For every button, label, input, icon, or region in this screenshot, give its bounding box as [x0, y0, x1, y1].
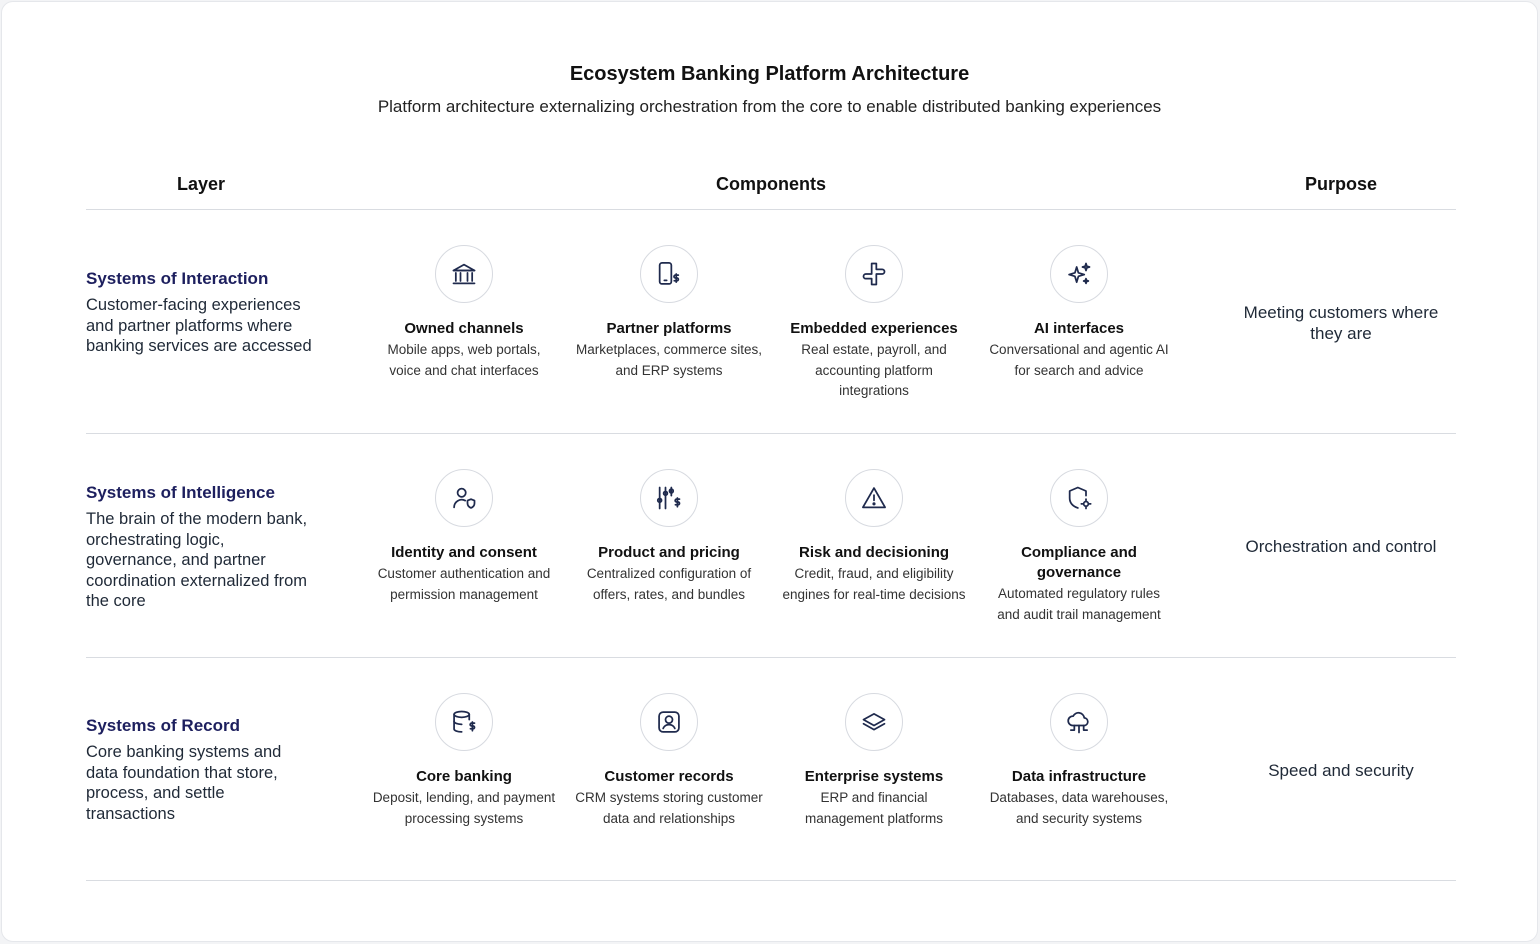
column-header-components: Components: [716, 174, 826, 194]
icon-badge: [1050, 693, 1108, 751]
component-name: Core banking: [416, 768, 512, 785]
layer-purpose: Orchestration and control: [1245, 537, 1437, 556]
component-name: Compliance and governance: [1021, 544, 1137, 581]
component-name: Partner platforms: [606, 320, 732, 337]
sliders-dollar-icon: [655, 484, 683, 512]
layer-description: Core banking systems and data foundation that store, process, and settle transactions: [86, 743, 282, 823]
shield-gear-icon: [1065, 484, 1093, 512]
database-dollar-icon: [450, 708, 478, 736]
warning-triangle-icon: [860, 484, 888, 512]
component-compliance-governance: [979, 469, 1179, 625]
component-risk-decisioning: [774, 469, 974, 605]
component-description: Conversational and agentic AI for search and advice: [989, 342, 1169, 378]
component-ai-interfaces: [979, 245, 1179, 381]
page-title: Ecosystem Banking Platform Architecture: [569, 63, 970, 85]
component-description: Mobile apps, web portals, voice and chat interfaces: [387, 342, 541, 378]
component-identity-consent: [364, 469, 564, 605]
row-systems-of-record: [2, 658, 1537, 881]
icon-badge: [1050, 245, 1108, 303]
component-name: Risk and decisioning: [798, 544, 950, 561]
component-description: CRM systems storing customer data and relationships: [575, 790, 763, 826]
layer-description: The brain of the modern bank, orchestrating logic, governance, and partner coordination externalized from the core: [86, 510, 308, 610]
icon-badge: [845, 469, 903, 527]
component-name: Product and pricing: [598, 544, 740, 561]
icon-badge: [640, 469, 698, 527]
icon-badge: [640, 245, 698, 303]
icon-badge: [640, 693, 698, 751]
component-name: Customer records: [604, 768, 734, 785]
component-data-infrastructure: [979, 693, 1179, 829]
layer-title: Systems of Interaction: [86, 269, 269, 288]
icon-badge: [1050, 469, 1108, 527]
component-description: Marketplaces, commerce sites, and ERP systems: [575, 342, 763, 378]
component-name: Data infrastructure: [1011, 768, 1147, 785]
component-description: Customer authentication and permission management: [377, 566, 551, 602]
row-systems-of-interaction: [2, 210, 1537, 433]
puzzle-icon: [860, 260, 888, 288]
icon-badge: [845, 693, 903, 751]
layers-icon: [860, 708, 888, 736]
page-subtitle: Platform architecture externalizing orchestration from the core to enable distributed banking experiences: [377, 97, 1162, 116]
icon-badge: [435, 245, 493, 303]
component-description: Real estate, payroll, and accounting platform integrations: [801, 342, 947, 398]
component-core-banking: [364, 693, 564, 829]
row-divider: [86, 880, 1456, 881]
component-description: Databases, data warehouses, and security systems: [989, 790, 1169, 826]
component-enterprise-systems: [774, 693, 974, 829]
layer-title: Systems of Record: [86, 716, 240, 735]
layer-description: Customer-facing experiences and partner platforms where banking services are accessed: [86, 296, 312, 355]
bank-icon: [450, 260, 478, 288]
layer-purpose: Speed and security: [1268, 761, 1414, 780]
layer-title: Systems of Intelligence: [86, 483, 275, 502]
user-shield-icon: [450, 484, 478, 512]
icon-badge: [435, 693, 493, 751]
component-description: Automated regulatory rules and audit trail management: [997, 586, 1161, 622]
icon-badge: [845, 245, 903, 303]
component-description: Centralized configuration of offers, rates, and bundles: [586, 566, 752, 602]
component-name: Identity and consent: [391, 544, 537, 561]
column-header-layer: Layer: [176, 174, 226, 194]
phone-dollar-icon: [655, 260, 683, 288]
icon-badge: [435, 469, 493, 527]
layer-purpose: Meeting customers where they are: [1243, 303, 1439, 343]
diagram-card: [1, 1, 1538, 942]
component-customer-records: [569, 693, 769, 829]
component-name: Enterprise systems: [804, 768, 944, 785]
component-description: ERP and financial management platforms: [804, 790, 944, 826]
component-name: Owned channels: [404, 320, 524, 337]
component-name: AI interfaces: [1033, 320, 1125, 337]
row-systems-of-intelligence: [2, 434, 1537, 657]
column-header-purpose: Purpose: [1304, 174, 1378, 194]
user-square-icon: [655, 708, 683, 736]
component-embedded-experiences: [774, 245, 974, 402]
component-description: Credit, fraud, and eligibility engines for real-time decisions: [782, 566, 966, 602]
component-product-pricing: [569, 469, 769, 605]
component-name: Embedded experiences: [790, 320, 958, 337]
sparkles-icon: [1065, 260, 1093, 288]
component-description: Deposit, lending, and payment processing systems: [372, 790, 556, 826]
component-owned-channels: [364, 245, 564, 381]
component-partner-platforms: [569, 245, 769, 381]
cloud-network-icon: [1065, 708, 1093, 736]
